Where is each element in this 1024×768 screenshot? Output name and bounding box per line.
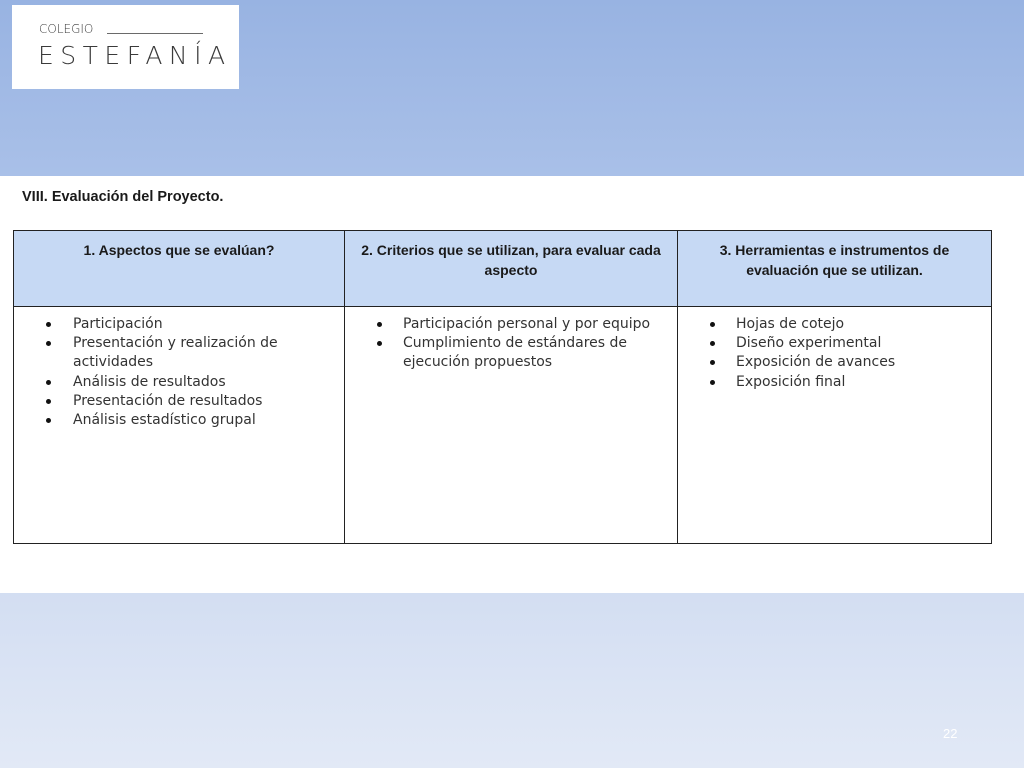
list-item: Participación personal y por equipo xyxy=(355,315,667,334)
list-item: Presentación y realización de actividades xyxy=(24,334,334,372)
logo-line xyxy=(107,33,203,34)
list-item: Participación xyxy=(24,315,334,334)
logo-top-text: COLEGIO xyxy=(39,22,94,36)
header-criteria: 2. Criterios que se utilizan, para evaluar cada aspecto xyxy=(345,231,678,307)
list-item: Exposición de avances xyxy=(688,353,981,372)
table-row xyxy=(14,307,992,544)
table-header-row xyxy=(14,231,992,307)
list-item: Análisis estadístico grupal xyxy=(24,411,334,430)
header-tools: 3. Herramientas e instrumentos de evaluación que se utilizan. xyxy=(678,231,992,307)
tools-list xyxy=(688,315,981,392)
header-aspects: 1. Aspectos que se evalúan? xyxy=(14,231,345,307)
list-item: Presentación de resultados xyxy=(24,392,334,411)
list-item: Diseño experimental xyxy=(688,334,981,353)
criteria-list xyxy=(355,315,667,373)
section-title: VIII. Evaluación del Proyecto. xyxy=(22,189,224,205)
tools-cell xyxy=(678,307,992,544)
list-item: Análisis de resultados xyxy=(24,373,334,392)
aspects-list xyxy=(24,315,334,430)
page-number: 22 xyxy=(943,726,958,741)
list-item: Cumplimiento de estándares de ejecución propuestos xyxy=(355,334,667,372)
evaluation-table xyxy=(13,230,992,544)
list-item: Hojas de cotejo xyxy=(688,315,981,334)
aspects-cell xyxy=(14,307,345,544)
list-item: Exposición final xyxy=(688,373,981,392)
footer-band xyxy=(0,593,1024,768)
criteria-cell xyxy=(345,307,678,544)
school-logo xyxy=(12,5,239,89)
logo-main-text: ESTEFANÍA xyxy=(38,41,232,70)
